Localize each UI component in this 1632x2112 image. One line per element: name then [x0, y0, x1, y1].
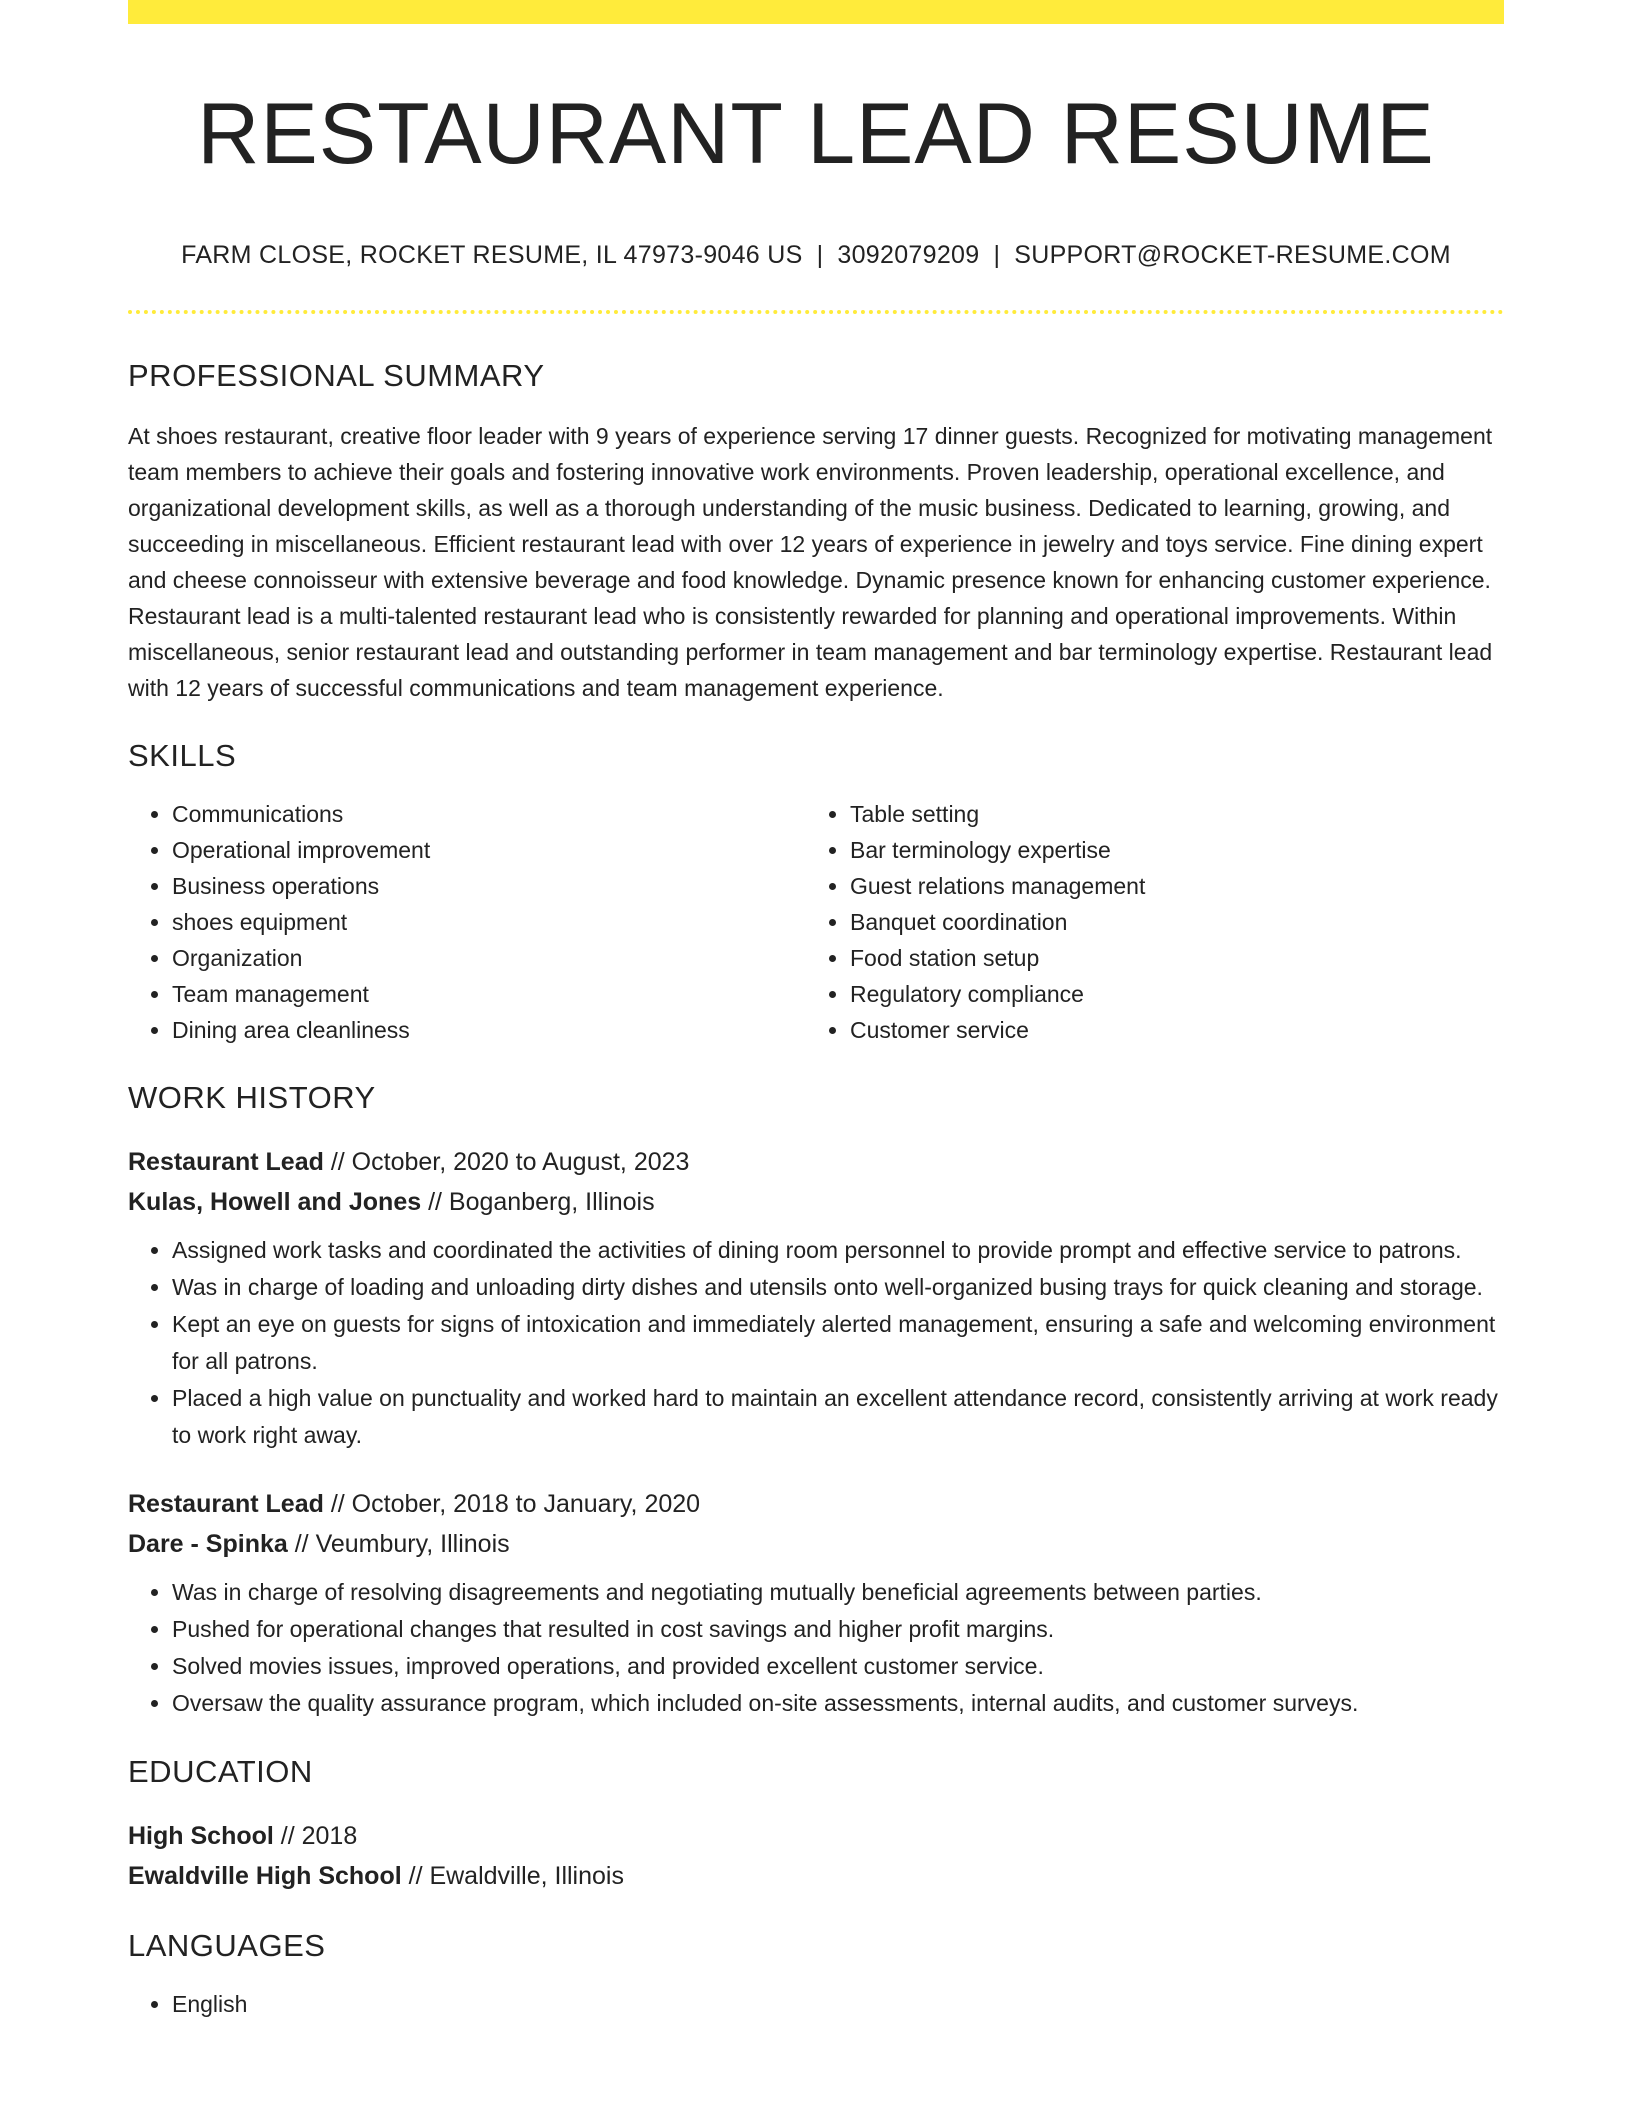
job-title-line [128, 1484, 1504, 1524]
contact-line [128, 240, 1504, 270]
education-section [128, 1754, 1504, 1896]
skill-item: • Dining area cleanliness [172, 1012, 806, 1048]
skill-item: • Bar terminology expertise [850, 832, 1484, 868]
job-bullet: • Assigned work tasks and coordinated the activities of dining room personnel to provide prompt and effective service to patrons. [172, 1232, 1504, 1269]
education-year: // 2018 [273, 1822, 358, 1850]
contact-address: FARM CLOSE, ROCKET RESUME, IL 47973-9046 US [181, 241, 803, 269]
job-location: // Boganberg, Illinois [421, 1188, 655, 1216]
contact-separator: | [993, 241, 1001, 269]
languages-list [128, 1986, 1504, 2022]
summary-section [128, 358, 1504, 706]
education-location: // Ewaldville, Illinois [401, 1862, 624, 1890]
job-company: Dare - Spinka [128, 1530, 288, 1558]
contact-phone: 3092079209 [837, 241, 980, 269]
job-bullet: • Was in charge of resolving disagreements and negotiating mutually beneficial agreements between parties. [172, 1574, 1504, 1611]
job-bullet: • Placed a high value on punctuality and worked hard to maintain an excellent attendance record, consistently arriving at work ready to work right away. [172, 1380, 1504, 1454]
skills-columns [128, 796, 1504, 1048]
skill-item: • Operational improvement [172, 832, 806, 868]
top-accent-bar [128, 0, 1504, 24]
skill-item: • Organization [172, 940, 806, 976]
job-entry [128, 1142, 1504, 1454]
skill-item: • shoes equipment [172, 904, 806, 940]
education-degree: High School [128, 1822, 274, 1850]
resume-title: RESTAURANT LEAD RESUME [197, 86, 1435, 182]
education-school: Ewaldville High School [128, 1862, 402, 1890]
skill-item: • Banquet coordination [850, 904, 1484, 940]
job-bullet: • Solved movies issues, improved operations, and provided excellent customer service. [172, 1648, 1504, 1685]
dotted-divider [128, 310, 1504, 314]
contact-email: SUPPORT@ROCKET-RESUME.COM [1014, 241, 1451, 269]
education-school-line [128, 1856, 1504, 1896]
skill-item: • Food station setup [850, 940, 1484, 976]
education-heading: EDUCATION [128, 1754, 313, 1789]
skill-item: • Team management [172, 976, 806, 1012]
languages-section [128, 1928, 1504, 2022]
job-bullets [128, 1574, 1504, 1722]
job-bullet: • Pushed for operational changes that resulted in cost savings and higher profit margins. [172, 1611, 1504, 1648]
job-bullets [128, 1232, 1504, 1454]
skill-item: • Guest relations management [850, 868, 1484, 904]
skills-heading: SKILLS [128, 738, 237, 773]
skill-item: • Table setting [850, 796, 1484, 832]
resume-page [128, 0, 1504, 2022]
job-entry [128, 1484, 1504, 1722]
job-company-line [128, 1182, 1504, 1222]
summary-heading: PROFESSIONAL SUMMARY [128, 358, 545, 393]
skills-left-column [128, 796, 806, 1048]
job-bullet: • Oversaw the quality assurance program, which included on-site assessments, internal audits, and customer surveys. [172, 1685, 1504, 1722]
languages-heading: LANGUAGES [128, 1928, 326, 1963]
skills-section [128, 738, 1504, 1048]
contact-separator: | [816, 241, 824, 269]
work-history-section [128, 1080, 1504, 1722]
job-title: Restaurant Lead [128, 1148, 324, 1176]
job-title: Restaurant Lead [128, 1490, 324, 1518]
skill-item: • Regulatory compliance [850, 976, 1484, 1012]
skills-right-column [806, 796, 1484, 1048]
job-dates: // October, 2018 to January, 2020 [323, 1490, 701, 1518]
education-degree-line [128, 1816, 1504, 1856]
language-item: • English [172, 1986, 1504, 2022]
education-entry [128, 1816, 1504, 1896]
job-bullet: • Was in charge of loading and unloading dirty dishes and utensils onto well-organized busing trays for quick cleaning and storage. [172, 1269, 1504, 1306]
job-bullet: • Kept an eye on guests for signs of intoxication and immediately alerted management, ensuring a safe and welcoming environment for all patrons. [172, 1306, 1504, 1380]
skill-item: • Business operations [172, 868, 806, 904]
job-dates: // October, 2020 to August, 2023 [323, 1148, 690, 1176]
summary-text: At shoes restaurant, creative floor leader with 9 years of experience serving 17 dinner guests. Recognized for motivating management team members to achieve their goals and fostering innovative work environments. Proven leadership, operational excellence, and organizational development skills, as well as a thorough understanding of the music business. Dedicated to learning, growing, and succeeding in miscellaneous. Efficient restaurant lead with over 12 years of experience in jewelry and toys service. Fine dining expert and cheese connoisseur with extensive beverage and food knowledge. Dynamic presence known for enhancing customer experience. Restaurant lead is a multi-talented restaurant lead who is consistently rewarded for planning and operational improvements. Within miscellaneous, senior restaurant lead and outstanding performer in team management and bar terminology expertise. Restaurant lead with 12 years of successful communications and team management experience. [128, 423, 1493, 701]
work-history-heading: WORK HISTORY [128, 1080, 376, 1115]
job-company: Kulas, Howell and Jones [128, 1188, 422, 1216]
job-company-line [128, 1524, 1504, 1564]
skill-item: • Communications [172, 796, 806, 832]
job-title-line [128, 1142, 1504, 1182]
skill-item: • Customer service [850, 1012, 1484, 1048]
job-location: // Veumbury, Illinois [287, 1530, 510, 1558]
